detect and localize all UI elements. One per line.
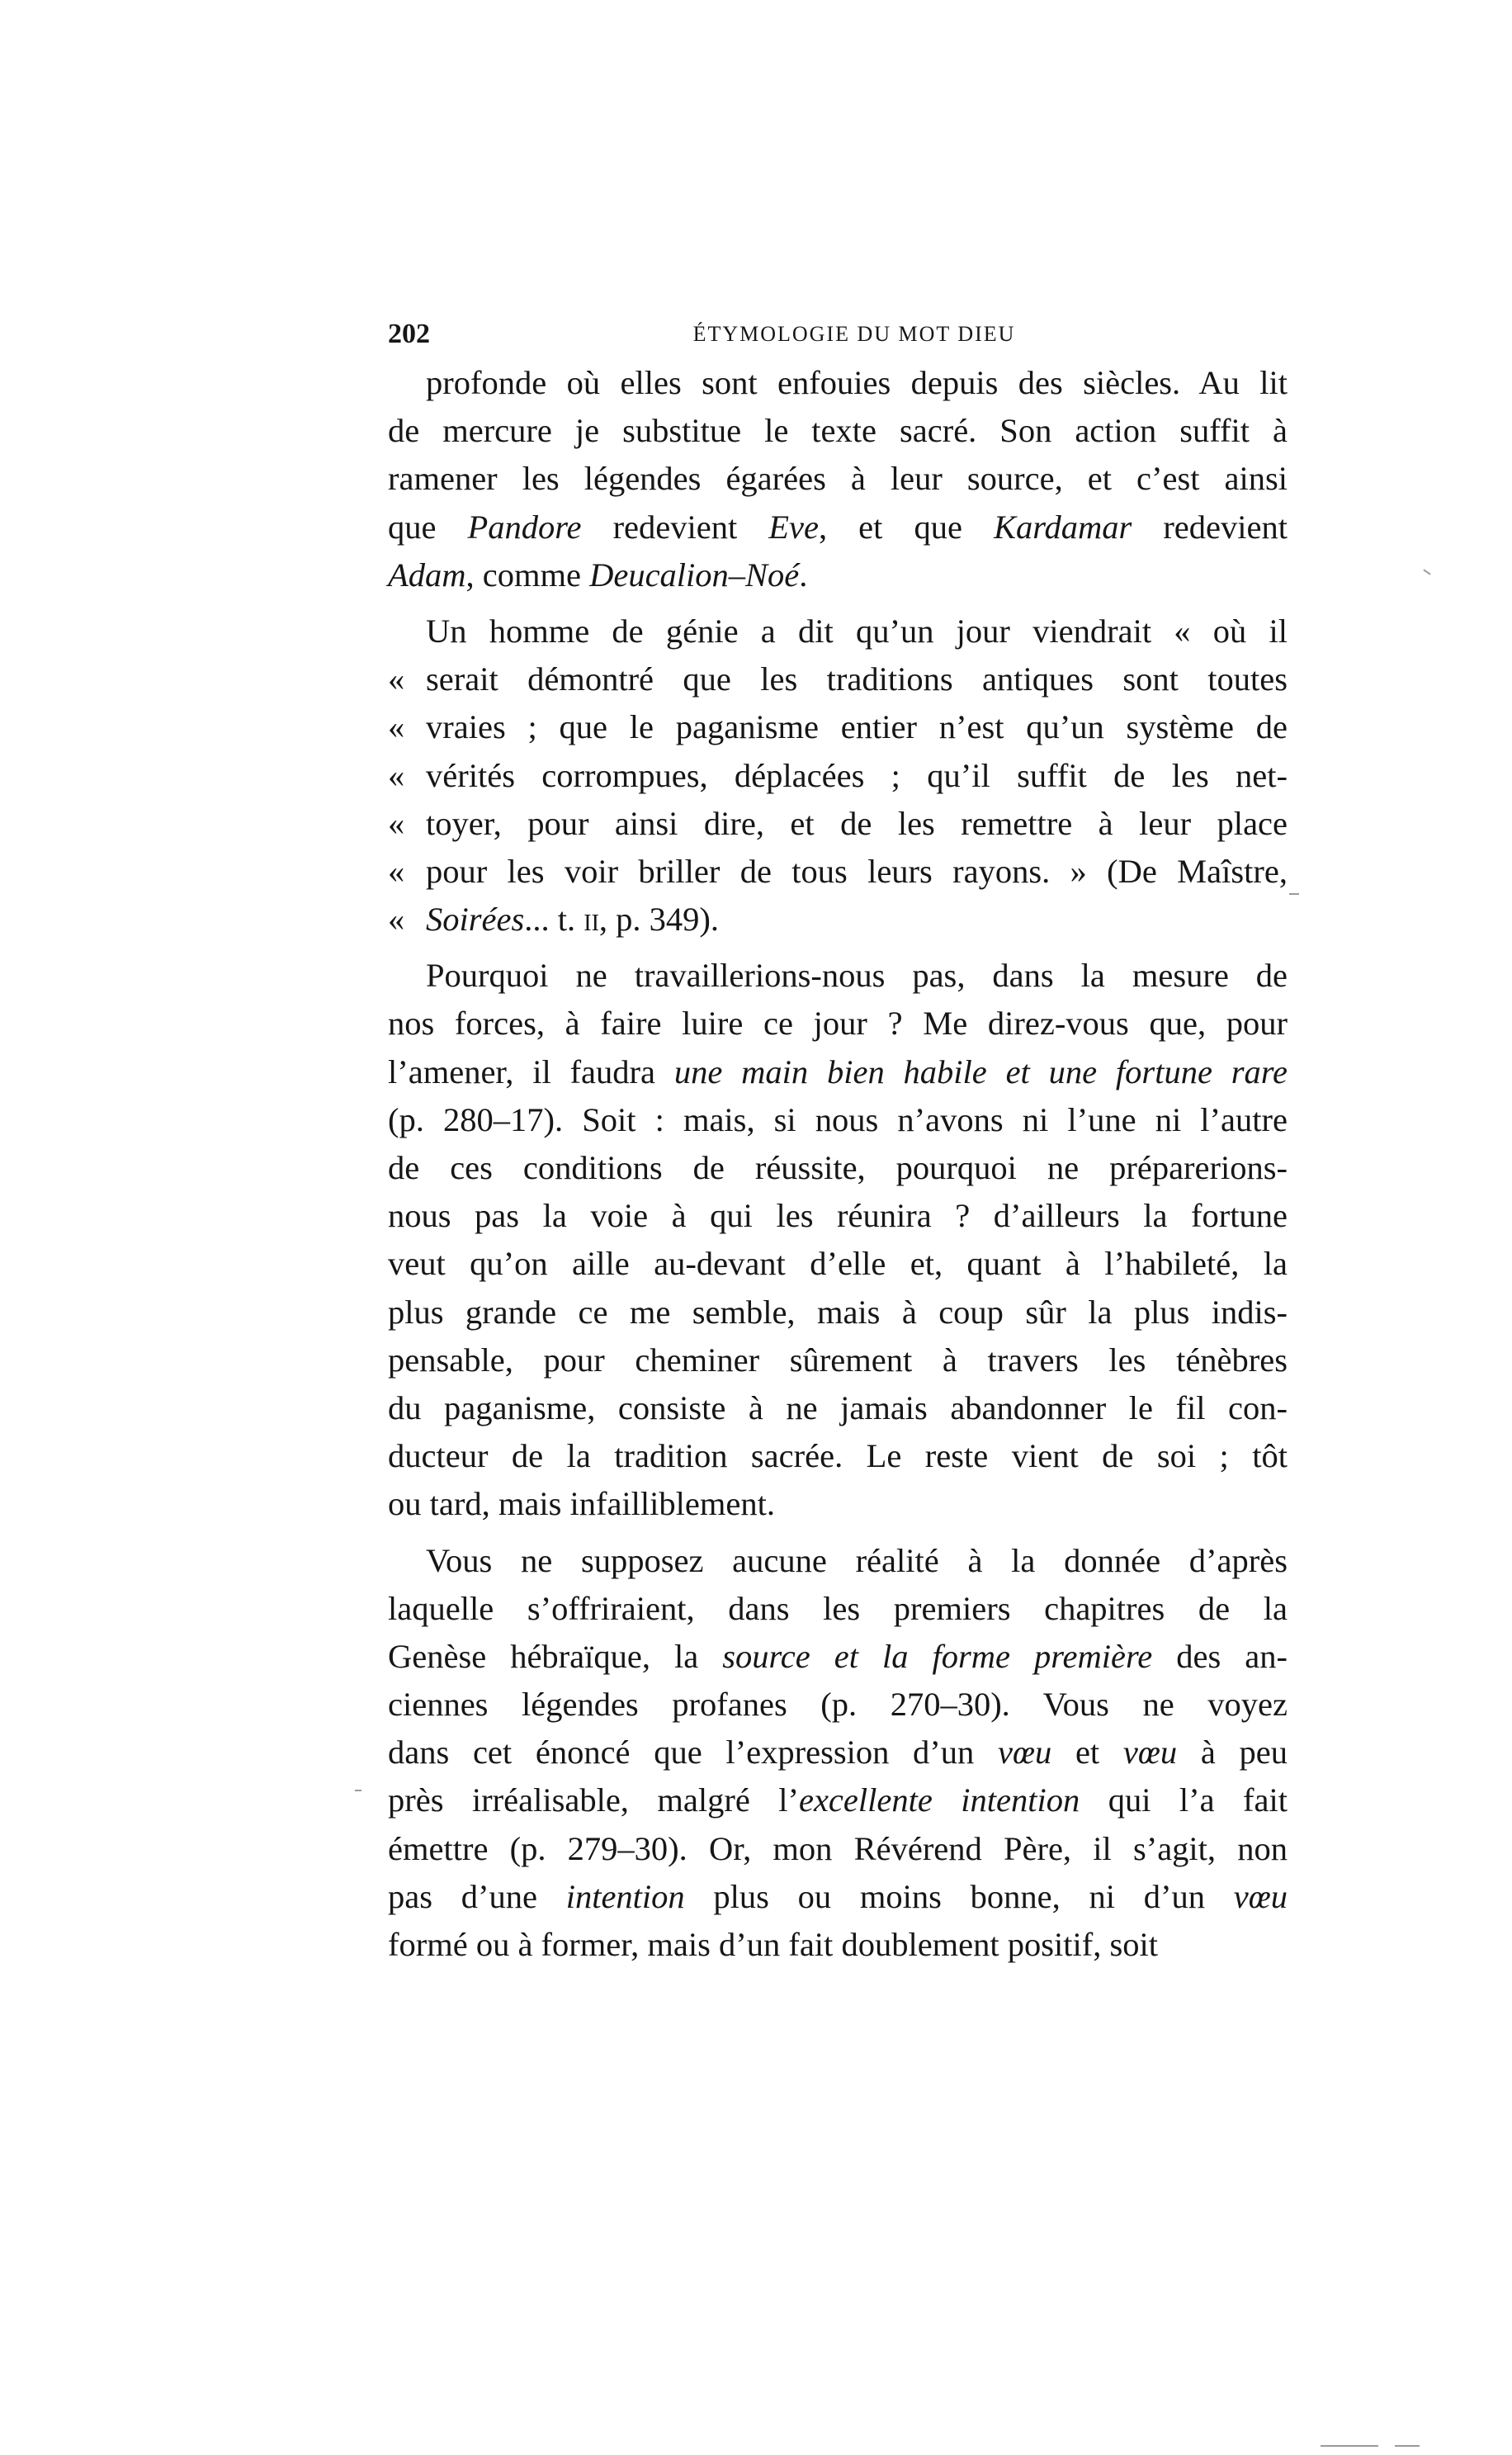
text-run: vraies ; que le paganisme entier n’est qu’un système de	[426, 708, 1288, 746]
text-run: (p. 280–17). Soit : mais, si nous n’avons ni l’une ni l’autre	[388, 1100, 1288, 1138]
text-line	[388, 1096, 1288, 1144]
text-line	[388, 1289, 1288, 1336]
page-number: 202	[388, 319, 430, 349]
text-line	[388, 1776, 1288, 1824]
text-run: pour les voir briller de tous leurs rayons. » (De Maîstre,	[426, 852, 1288, 890]
italic-text: Soirées	[426, 901, 525, 939]
text-line	[388, 455, 1288, 503]
italic-text: vœu	[1122, 1734, 1178, 1771]
text-line	[388, 655, 1288, 703]
margin-mark	[1289, 893, 1299, 895]
text-line	[388, 1192, 1288, 1240]
text-run: près irréalisable, malgré l’	[388, 1781, 799, 1819]
paragraph	[388, 1537, 1288, 1970]
text-run: nous pas la voie à qui les réunira ? d’ailleurs la fortune	[388, 1197, 1288, 1235]
text-line	[388, 1480, 1288, 1528]
text-run: nos forces, à faire luire ce jour ? Me direz-vous que, pour	[388, 1005, 1288, 1043]
text-run: qui l’a fait	[1080, 1781, 1288, 1819]
text-line	[388, 1825, 1288, 1873]
text-run: toyer, pour ainsi dire, et de les remettre à leur place	[426, 804, 1288, 842]
text-run: , comme	[465, 556, 590, 594]
quote-mark: «	[388, 708, 405, 746]
text-run: émettre (p. 279–30). Or, mon Révérend Père, il s’agit, non	[388, 1829, 1288, 1867]
text-line	[388, 1873, 1288, 1921]
text-line	[388, 1384, 1288, 1432]
text-run: et	[1051, 1734, 1123, 1771]
italic-text: Kardamar	[993, 508, 1132, 546]
text-run: ou tard, mais infailliblement.	[388, 1485, 776, 1523]
text-line	[388, 1537, 1288, 1585]
text-run: vérités corrompues, déplacées ; qu’il suffit de les net-	[426, 756, 1288, 794]
text-run: à peu	[1177, 1734, 1288, 1771]
italic-text: une main bien habile et une fortune rare	[673, 1052, 1288, 1090]
text-line	[388, 752, 1288, 800]
text-run: que	[388, 508, 468, 546]
text-line	[388, 1729, 1288, 1776]
text-run: Vous ne supposez aucune réalité à la donnée d’après	[426, 1541, 1288, 1579]
quote-mark: «	[388, 756, 405, 794]
text-line	[388, 551, 1288, 599]
text-line	[388, 1144, 1288, 1192]
text-line	[388, 608, 1288, 655]
text-line	[388, 407, 1288, 455]
text-line	[388, 896, 1288, 944]
margin-mark	[1395, 2445, 1420, 2447]
text-line	[388, 800, 1288, 848]
paragraph-gap	[388, 1529, 1288, 1537]
text-run: ciennes légendes profanes (p. 270–30). Vous ne voyez	[388, 1686, 1288, 1724]
body-text	[388, 359, 1288, 1969]
text-line	[388, 1336, 1288, 1384]
quote-mark: «	[388, 852, 405, 890]
text-run: ducteur de la tradition sacrée. Le reste vient de soi ; tôt	[388, 1437, 1288, 1475]
text-line	[388, 952, 1288, 1000]
paragraph	[388, 608, 1288, 944]
page-header	[388, 314, 1321, 355]
text-run: du paganisme, consiste à ne jamais abandonner le fil con-	[388, 1388, 1288, 1426]
margin-mark	[1423, 569, 1430, 575]
text-run: Pourquoi ne travaillerions-nous pas, dans la mesure de	[426, 957, 1288, 995]
text-run: laquelle s’offriraient, dans les premiers chapitres de la	[388, 1589, 1288, 1627]
text-line	[388, 1633, 1288, 1681]
text-line	[388, 1585, 1288, 1633]
text-run: ... t.	[524, 901, 584, 939]
text-run: Genèse hébraïque, la	[388, 1637, 723, 1675]
text-run: ramener les légendes égarées à leur source, et c’est ainsi	[388, 460, 1288, 498]
quote-mark: «	[388, 804, 405, 842]
text-line	[388, 1921, 1288, 1969]
text-run: dans cet énoncé que l’expression d’un	[388, 1734, 998, 1771]
text-run: pensable, pour cheminer sûrement à travers les ténèbres	[388, 1341, 1288, 1379]
text-run: , et que	[819, 508, 994, 546]
text-run: .	[799, 556, 808, 594]
text-run: profonde où elles sont enfouies depuis des siècles. Au lit	[426, 364, 1288, 401]
text-run: serait démontré que les traditions antiques sont toutes	[426, 660, 1288, 698]
italic-text: intention	[565, 1877, 685, 1915]
text-line	[388, 848, 1288, 896]
paragraph-gap	[388, 944, 1288, 952]
text-line	[388, 504, 1288, 551]
text-run: veut qu’on aille au-devant d’elle et, quant à l’habileté, la	[388, 1245, 1288, 1283]
text-run: , p. 349).	[598, 901, 720, 939]
text-line	[388, 703, 1288, 751]
italic-text: Pandore	[467, 508, 582, 546]
italic-text: vœu	[1233, 1877, 1288, 1915]
italic-text: Adam	[388, 556, 466, 594]
paragraph	[388, 359, 1288, 599]
text-line	[388, 1000, 1288, 1048]
quote-mark: «	[388, 901, 405, 939]
margin-mark	[355, 1790, 361, 1791]
text-run: des an-	[1152, 1637, 1288, 1675]
text-run: pas d’une	[388, 1877, 566, 1915]
text-run: plus ou moins bonne, ni d’un	[684, 1877, 1234, 1915]
italic-text: Eve	[768, 508, 819, 546]
text-run: de mercure je substitue le texte sacré. Son action suffit à	[388, 412, 1288, 450]
text-run: l’amener, il faudra	[388, 1052, 674, 1090]
running-head: ÉTYMOLOGIE DU MOT DIEU	[692, 322, 1016, 346]
text-run: redevient	[581, 508, 769, 546]
paragraph	[388, 952, 1288, 1528]
text-run: plus grande ce me semble, mais à coup sûr la plus indis-	[388, 1293, 1288, 1331]
italic-text: Deucalion–Noé	[589, 556, 800, 594]
quote-mark: «	[388, 660, 405, 698]
text-line	[388, 1681, 1288, 1729]
text-run: Un homme de génie a dit qu’un jour viendrait « où il	[426, 612, 1288, 650]
paragraph-gap	[388, 599, 1288, 608]
text-run: de ces conditions de réussite, pourquoi ne préparerions-	[388, 1149, 1288, 1186]
italic-text: vœu	[998, 1734, 1052, 1771]
text-run: redevient	[1132, 508, 1288, 546]
text-line	[388, 359, 1288, 407]
text-line	[388, 1432, 1288, 1480]
italic-text: source et la forme première	[722, 1637, 1153, 1675]
text-run: formé ou à former, mais d’un fait doublement positif, soit	[388, 1926, 1159, 1963]
text-line	[388, 1240, 1288, 1288]
text-line	[388, 1048, 1288, 1096]
margin-mark	[1321, 2445, 1378, 2447]
italic-text: excellente intention	[798, 1781, 1080, 1819]
text-run: ii	[584, 901, 599, 939]
